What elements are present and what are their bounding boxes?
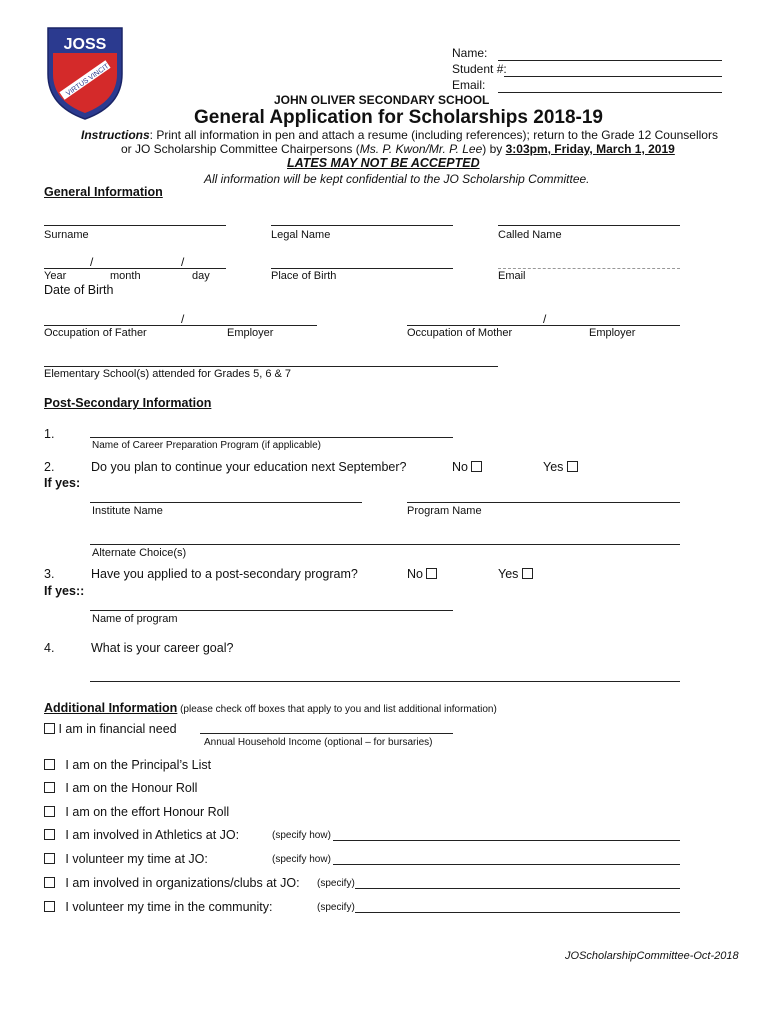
slash-mother: / [543,312,547,326]
alternate-choice-label: Alternate Choice(s) [92,547,187,559]
mother-occupation-field[interactable] [407,325,680,326]
date-sep-2: / [181,255,185,269]
q1-number: 1. [44,427,55,441]
email-field[interactable] [498,268,680,269]
employer-father-label: Employer [227,327,274,339]
instructions-line2: or JO Scholarship Committee Chairpersons (Ms. P. Kwon/Mr. P. Lee) by 3:03pm, Friday, March 1, 2019 [121,142,675,156]
honour-roll-item: I am on the Honour Roll [44,781,197,795]
institute-name-field[interactable] [90,502,362,503]
slash-father: / [181,312,185,326]
effort-honour-roll-item: I am on the effort Honour Roll [44,805,229,819]
day-label: day [192,270,210,282]
principals-list-item: I am on the Principal’s List [44,758,211,772]
elementary-school-field[interactable] [44,366,498,367]
additional-heading-row [44,699,497,717]
occupation-mother-label: Occupation of Mother [407,327,513,339]
year-label: Year [44,270,67,282]
financial-need-item: I am in financial need [44,722,177,736]
effort-honour-roll-checkbox[interactable] [44,806,55,817]
program-name-label: Program Name [407,505,482,517]
called-name-field[interactable] [498,225,680,226]
name-field[interactable] [498,60,722,61]
surname-label: Surname [44,229,89,241]
q3-if-yes: If yes:: [44,584,85,598]
student-number-field[interactable] [504,76,722,77]
honour-roll-checkbox[interactable] [44,782,55,793]
community-specify-field[interactable] [355,912,680,913]
career-program-label: Name of Career Preparation Program (if applicable) [92,440,321,451]
surname-field[interactable] [44,225,226,226]
household-income-label: Annual Household Income (optional – for bursaries) [204,737,433,748]
q3-number: 3. [44,567,55,581]
household-income-field[interactable] [200,733,453,734]
institute-name-label: Institute Name [92,505,163,517]
q2-yes-checkbox[interactable] [567,461,578,472]
occupation-father-label: Occupation of Father [44,327,147,339]
place-of-birth-field[interactable] [271,268,453,269]
organizations-checkbox[interactable] [44,877,55,888]
q4-number: 4. [44,641,55,655]
organizations-specify-label: (specify) [317,878,355,889]
date-sep-1: / [90,255,94,269]
father-occupation-field[interactable] [44,325,317,326]
community-specify-label: (specify) [317,902,355,913]
additional-heading: Additional Information [44,701,178,715]
employer-mother-label: Employer [589,327,636,339]
date-of-birth-field[interactable] [44,268,226,269]
place-of-birth-label: Place of Birth [271,270,337,282]
q2-if-yes: If yes: [44,476,81,490]
career-program-field[interactable] [90,437,453,438]
q3-yes-checkbox[interactable] [522,568,533,579]
organizations-specify-field[interactable] [355,888,680,889]
email-header-field[interactable] [498,92,722,93]
q3-no: No [407,567,437,581]
name-of-program-label: Name of program [92,613,178,625]
q2-no-checkbox[interactable] [471,461,482,472]
q3-yes: Yes [498,567,533,581]
q2-number: 2. [44,460,55,474]
volunteer-jo-specify-label: (specify how) [272,854,331,865]
form-title: General Application for Scholarships 2018-19 [194,107,603,128]
alternate-choice-field[interactable] [90,544,680,545]
email-label-general: Email [498,270,526,282]
instructions-line1: Instructions: Print all information in pen and attach a resume (including references); return to the Grade 12 Counsellors [81,128,718,142]
legal-name-label: Legal Name [271,229,331,241]
date-of-birth-label: Date of Birth [44,283,114,297]
called-name-label: Called Name [498,229,562,241]
q4-question: What is your career goal? [91,641,234,655]
career-goal-field[interactable] [90,681,680,682]
q2-yes: Yes [543,460,578,474]
logo-text: JOSS [63,36,107,53]
athletics-checkbox[interactable] [44,829,55,840]
community-item: I volunteer my time in the community: [44,900,272,914]
school-logo [44,24,126,122]
athletics-specify-label: (specify how) [272,830,331,841]
additional-note: (please check off boxes that apply to you and list additional information) [177,704,497,715]
q2-no: No [452,460,482,474]
volunteer-jo-item: I volunteer my time at JO: [44,852,208,866]
lates-warning: LATES MAY NOT BE ACCEPTED [287,156,480,170]
legal-name-field[interactable] [271,225,453,226]
elementary-school-label: Elementary School(s) attended for Grades 5, 6 & 7 [44,368,292,380]
q3-no-checkbox[interactable] [426,568,437,579]
logo-motto: VIRTUS VINCIT [65,62,111,98]
volunteer-jo-specify-field[interactable] [333,864,680,865]
athletics-specify-field[interactable] [333,840,680,841]
name-label: Name: [452,46,488,60]
community-checkbox[interactable] [44,901,55,912]
financial-need-checkbox[interactable] [44,723,55,734]
volunteer-jo-checkbox[interactable] [44,853,55,864]
general-heading: General Information [44,185,163,199]
athletics-item: I am involved in Athletics at JO: [44,828,239,842]
postsecondary-heading: Post-Secondary Information [44,396,212,410]
principals-list-checkbox[interactable] [44,759,55,770]
month-label: month [110,270,141,282]
organizations-item: I am involved in organizations/clubs at JO: [44,876,300,890]
program-applied-field[interactable] [90,610,453,611]
confidential-note: All information will be kept confidential to the JO Scholarship Committee. [204,172,590,186]
q2-question: Do you plan to continue your education next September? [91,460,407,474]
footer-code: JOScholarshipCommittee-Oct-2018 [565,950,739,962]
student-label: Student #: [452,62,507,76]
q3-question: Have you applied to a post-secondary program? [91,567,358,581]
school-name: JOHN OLIVER SECONDARY SCHOOL [274,93,490,107]
program-name-field[interactable] [407,502,680,503]
email-label: Email: [452,78,486,92]
